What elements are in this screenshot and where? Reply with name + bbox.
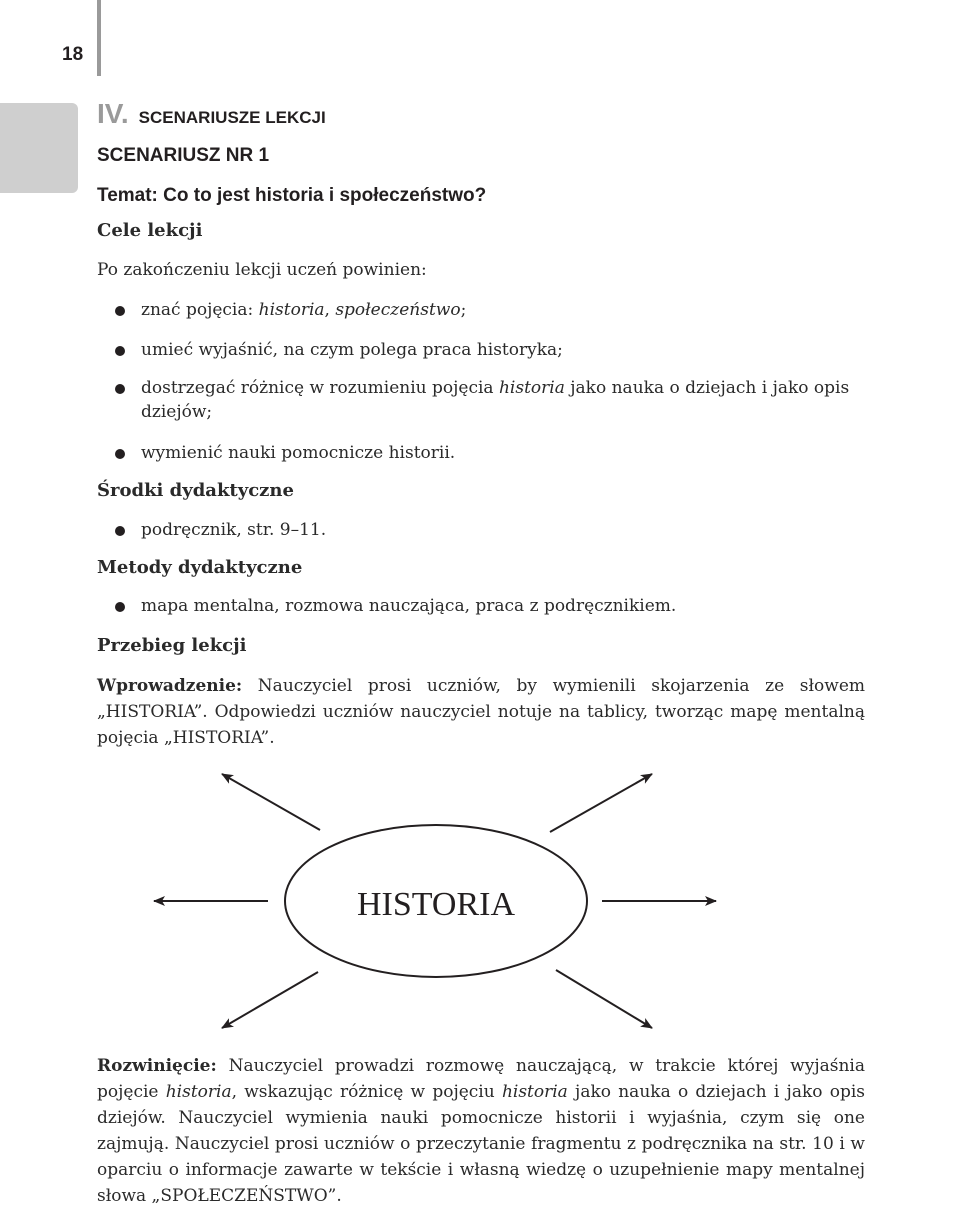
means-item: podręcznik, str. 9–11. — [141, 520, 327, 540]
chapter-title: SCENARIUSZE LEKCJI — [138, 108, 326, 127]
bullet-icon — [115, 449, 125, 459]
arrow-bottom-right — [556, 970, 652, 1028]
header-divider — [97, 0, 101, 76]
goal-item: umieć wyjaśnić, na czym polega praca historyka; — [141, 340, 563, 360]
means-heading: Środki dydaktyczne — [97, 480, 294, 501]
chapter-number: IV. — [97, 98, 129, 129]
goals-intro: Po zakończeniu lekcji uczeń powinien: — [97, 260, 427, 280]
introduction-paragraph: Wprowadzenie: Nauczyciel prosi uczniów, by wymienili skojarzenia ze słowem „HISTORIA”. Odpowiedzi uczniów nauczyciel notuje na tablicy, tworząc mapę mentalną pojęcia „HISTORIA”. — [97, 676, 865, 748]
chapter-heading — [97, 98, 326, 130]
development-paragraph: Rozwinięcie: Nauczyciel prowadzi rozmowę nauczającą, w trakcie której wyjaśnia pojęcie historia, wskazując różnicę w pojęciu historia jako nauka o dziejach i jako opis dziejów. Nauczyciel wymienia nauki pomocnicze historii i wyjaśnia, czym się one zajmują. Nauczyciel prosi uczniów o przeczytanie fragmentu z podręcznika na str. 10 i w oparciu o informacje zawarte w tekście i własną wiedzę o uzupełnienie mapy mentalnej słowa „SPOŁECZEŃSTWO”. — [97, 1056, 866, 1206]
course-heading: Przebieg lekcji — [97, 635, 247, 656]
arrow-bottom-left — [222, 972, 318, 1028]
goal-item: wymienić nauki pomocnicze historii. — [141, 443, 456, 463]
goals-heading: Cele lekcji — [97, 220, 203, 241]
methods-heading: Metody dydaktyczne — [97, 557, 303, 578]
bullet-icon — [115, 526, 125, 536]
methods-item: mapa mentalna, rozmowa nauczająca, praca z podręcznikiem. — [141, 596, 677, 616]
arrow-top-right — [550, 774, 652, 832]
chapter-tab — [0, 103, 78, 193]
center-label: HISTORIA — [356, 886, 516, 923]
bullet-icon — [115, 346, 125, 356]
lesson-topic: Temat: Co to jest historia i społeczeństwo? — [97, 185, 487, 206]
goal-item: dostrzegać różnicę w rozumieniu pojęcia historia jako nauka o dziejach i jako opis dziejów; — [141, 378, 850, 422]
bullet-icon — [115, 602, 125, 612]
page-number: 18 — [62, 44, 84, 65]
scenario-title: SCENARIUSZ NR 1 — [97, 145, 270, 166]
bullet-icon — [115, 384, 125, 394]
goal-item: znać pojęcia: historia, społeczeństwo; — [141, 300, 467, 320]
arrow-top-left — [222, 774, 320, 830]
bullet-icon — [115, 306, 125, 316]
mind-map-diagram — [140, 760, 730, 1040]
